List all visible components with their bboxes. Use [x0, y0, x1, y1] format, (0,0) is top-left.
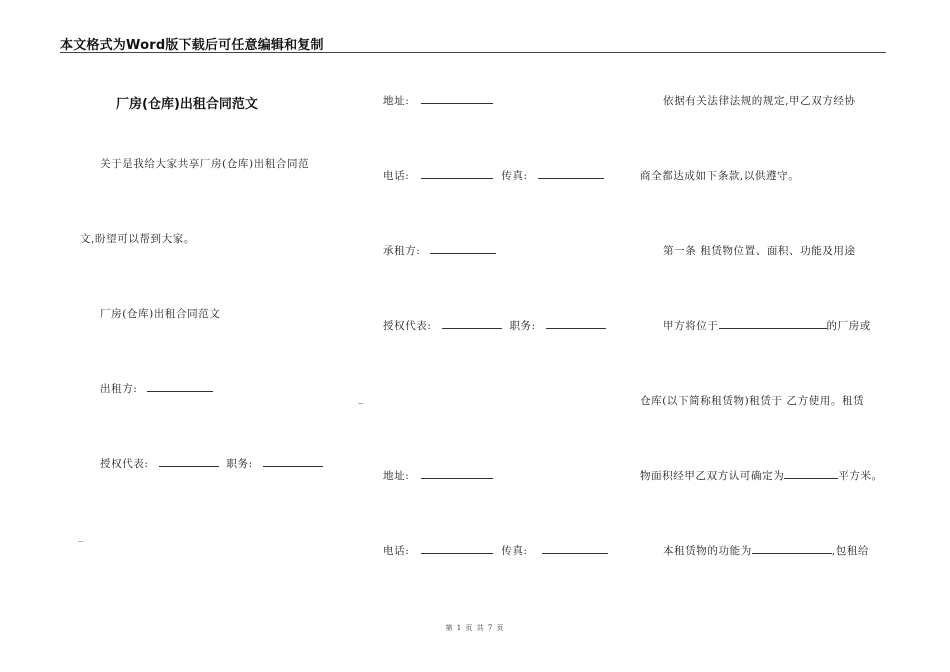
address-row-2 — [383, 468, 493, 483]
fax-blank-2 — [542, 543, 608, 554]
address-blank — [421, 93, 493, 104]
address-blank-2 — [421, 468, 493, 479]
phone-fax-row-2 — [383, 543, 608, 558]
lessor-label: 出租方: — [100, 383, 138, 395]
area-prefix: 物面积经甲乙双方认可确定为 — [640, 470, 785, 482]
function-prefix: 本租赁物的功能为 — [663, 545, 752, 557]
address-row — [383, 93, 493, 108]
paragraph-3-line-1 — [663, 543, 869, 558]
fax-label: 传真: — [501, 170, 528, 182]
position-blank — [263, 456, 323, 467]
representative-row — [100, 456, 323, 471]
function-blank — [752, 543, 832, 554]
paragraph-1-line-2: 商全都达成如下条款,以供遵守。 — [640, 170, 800, 182]
representative-blank — [159, 456, 219, 467]
representative-label: 授权代表: — [100, 458, 149, 470]
lessor-row — [100, 381, 213, 396]
phone-label-2: 电话: — [383, 545, 410, 557]
underscore-mark: _ — [78, 531, 83, 542]
intro-line-2: 文,盼望可以帮到大家。 — [80, 233, 195, 245]
lessee-representative-row — [383, 318, 606, 333]
page-number: 第 1 页 共 7 页 — [445, 624, 505, 632]
intro-line-1: 关于是我给大家共享厂房(仓库)出租合同范 — [100, 158, 310, 170]
phone-label: 电话: — [383, 170, 410, 182]
article-1-heading: 第一条 租赁物位置、面积、功能及用途 — [663, 245, 856, 257]
paragraph-1-line-1: 依据有关法律法规的规定,甲乙双方经协 — [663, 95, 856, 107]
fax-blank — [538, 168, 604, 179]
lessee-position-blank — [546, 318, 606, 329]
address-label-2: 地址: — [383, 470, 410, 482]
lessee-representative-blank — [442, 318, 502, 329]
document-title: 厂房(仓库)出租合同范文 — [116, 97, 258, 112]
location-prefix: 甲方将位于 — [663, 320, 719, 332]
lessee-representative-label: 授权代表: — [383, 320, 432, 332]
phone-blank — [421, 168, 493, 179]
underscore-mark-2: _ — [358, 393, 363, 404]
location-suffix: 的厂房或 — [826, 320, 871, 332]
header-text: 本文格式为Word版下载后可任意编辑和复制 — [60, 38, 324, 53]
lessee-blank — [430, 243, 496, 254]
phone-fax-row — [383, 168, 604, 183]
area-blank — [784, 468, 838, 479]
function-suffix: ,包租给 — [831, 545, 870, 557]
paragraph-2-line-1 — [663, 318, 871, 333]
area-suffix: 平方米。 — [838, 470, 883, 482]
page-header — [60, 34, 886, 53]
fax-label-2: 传真: — [501, 545, 528, 557]
lessee-position-label: 职务: — [509, 320, 536, 332]
section-subtitle: 厂房(仓库)出租合同范文 — [100, 308, 221, 320]
lessor-blank — [147, 381, 213, 392]
position-label: 职务: — [226, 458, 253, 470]
phone-blank-2 — [421, 543, 493, 554]
lessee-row — [383, 243, 496, 258]
paragraph-2-line-3 — [640, 468, 883, 483]
location-blank — [719, 318, 827, 329]
address-label: 地址: — [383, 95, 410, 107]
paragraph-2-line-2: 仓库(以下简称租赁物)租赁于 乙方使用。租赁 — [640, 395, 865, 407]
lessee-label: 承租方: — [383, 245, 421, 257]
